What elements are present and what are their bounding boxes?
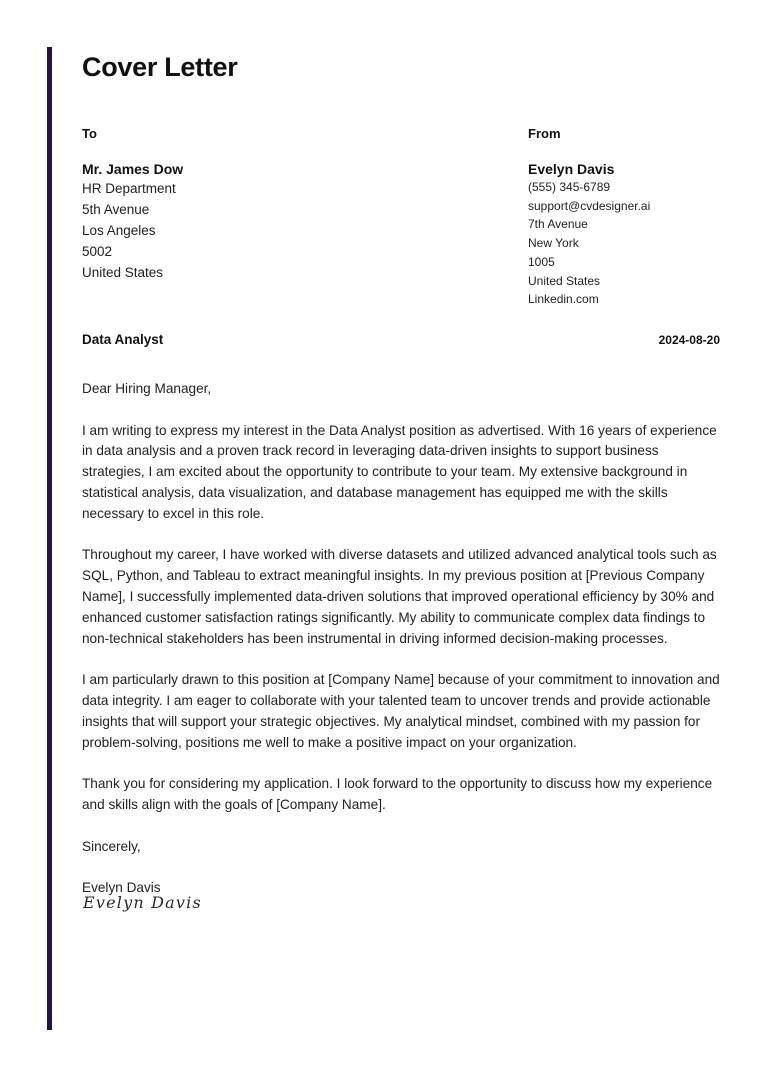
recipient-heading: To [82,126,97,141]
recipient-country: United States [82,265,164,280]
subject-row [82,331,720,349]
paragraph-4: Thank you for considering my application. I look forward to the opportunity to discuss how my experience and skills align with the goals of [Company Name]. [82,776,713,812]
closing: Sincerely, [82,838,141,854]
recipient-postal-code: 5002 [82,244,113,259]
sender-country: United States [528,273,601,288]
paragraph-2: Throughout my career, I have worked with diverse datasets and utilized advanced analytical tools such as SQL, Python, and Tableau to extract meaningful insights. In my previous position at [Previous Company Name], I successfully implemented data-driven solutions that improved operational efficiency by 30% and enhanced customer satisfaction ratings significantly. My ability to communicate complex data findings to non-technical stakeholders has been instrumental in driving informed decision-making processes. [82,547,717,646]
position-title: Data Analyst [82,332,164,347]
recipient-street: 5th Avenue [82,202,150,217]
letter-body [82,379,722,920]
salutation: Dear Hiring Manager, [82,381,212,396]
sender-email: support@cvdesigner.ai [528,198,651,213]
letter-date: 2024-08-20 [658,333,720,347]
sender-phone: (555) 345-6789 [528,180,611,194]
sender-city: New York [528,236,579,251]
sender-name: Evelyn Davis [528,161,615,177]
sender-block [528,125,728,309]
recipient-block [82,125,412,283]
paragraph-3: I am particularly drawn to this position at [Company Name] because of your commitment to innovation and data integrity. I am eager to collaborate with your talented team to uncover trends and provide actionable insights that will support your strategic objectives. My analytical mindset, combined with my passion for problem-solving, positions me well to make a positive impact on your organization. [82,672,720,750]
sender-postal-code: 1005 [528,254,555,269]
signature-text: Evelyn Davis [83,893,202,912]
recipient-city: Los Angeles [82,223,156,238]
sender-street: 7th Avenue [528,217,588,232]
signature [82,888,222,918]
sender-heading: From [528,126,561,141]
accent-bar [47,47,52,1030]
sender-website: Linkedin.com [528,292,599,307]
closing-name: Evelyn Davis [82,880,161,896]
page-title: Cover Letter [82,52,238,82]
paragraph-1: I am writing to express my interest in the Data Analyst position as advertised. With 16 years of experience in data analysis and a proven track record in leveraging data-driven insights to support business strategies, I am excited about the opportunity to contribute to your team. My extensive background in statistical analysis, data visualization, and database management has equipped me with the skills necessary to excel in this role. [82,422,717,521]
recipient-department: HR Department [82,181,176,196]
recipient-name: Mr. James Dow [82,161,184,177]
